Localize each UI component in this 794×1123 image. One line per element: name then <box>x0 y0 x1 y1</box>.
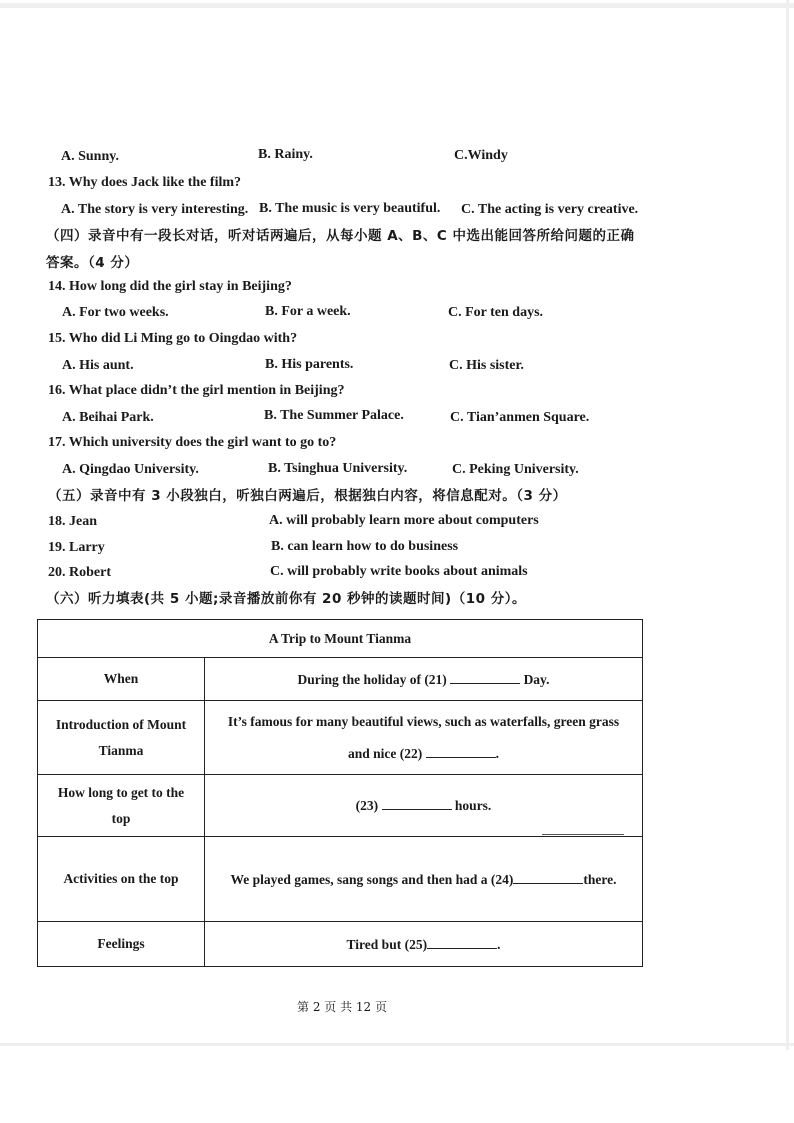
match-name-19: 19. Larry <box>48 540 105 555</box>
q13-option-b: B. The music is very beautiful. <box>259 201 441 216</box>
blank-21[interactable] <box>450 671 520 684</box>
row-content-feelings <box>205 922 643 967</box>
q17-option-b: B. Tsinghua University. <box>268 461 408 476</box>
blank-23[interactable] <box>382 797 452 810</box>
activities-text-post: there. <box>583 871 617 887</box>
row-label-feelings: Feelings <box>38 922 205 967</box>
q15-option-b: B. His parents. <box>265 357 354 372</box>
page-number-footer: 第 2 页 共 12 页 <box>297 1000 387 1014</box>
q17-question: 17. Which university does the girl want to go to? <box>48 435 337 450</box>
q14-question: 14. How long did the girl stay in Beijing? <box>48 279 292 294</box>
q13-option-a: A. The story is very interesting. <box>61 202 249 217</box>
section6-instruction: （六）听力填表(共 5 小题;录音播放前你有 20 秒钟的读题时间)（10 分）。 <box>46 591 526 607</box>
q15-option-c: C. His sister. <box>449 358 524 373</box>
q16-question: 16. What place didn’t the girl mention in Beijing? <box>48 383 345 398</box>
row-content-introduction <box>205 701 643 775</box>
section5-instruction: （五）录音中有 3 小段独白，听独白两遍后，根据独白内容，将信息配对。（3 分） <box>48 488 567 504</box>
intro-text-post: . <box>495 745 499 761</box>
scan-border-top <box>0 3 794 8</box>
intro-text-pre: and nice (22) <box>348 745 423 761</box>
row-content-when <box>205 658 643 701</box>
q12-option-a: A. Sunny. <box>61 149 119 164</box>
intro-label-line2: Tianma <box>98 742 144 758</box>
feelings-text-post: . <box>497 936 501 952</box>
q14-option-c: C. For ten days. <box>448 305 544 320</box>
intro-text-line1: It’s famous for many beautiful views, such as waterfalls, green grass <box>227 713 620 729</box>
q15-option-a: A. His aunt. <box>62 358 134 373</box>
q17-option-c: C. Peking University. <box>452 462 579 477</box>
match-option-b: B. can learn how to do business <box>271 539 459 554</box>
row-label-how-long <box>38 775 205 837</box>
section4-instruction-line2: 答案。（4 分） <box>46 255 139 271</box>
table-title: A Trip to Mount Tianma <box>38 620 643 658</box>
scan-border-right <box>786 0 789 1050</box>
match-name-20: 20. Robert <box>48 565 111 580</box>
match-option-c: C. will probably write books about animals <box>270 564 528 579</box>
q16-option-a: A. Beihai Park. <box>62 410 154 425</box>
q16-option-c: C. Tian’anmen Square. <box>450 410 590 425</box>
match-option-a: A. will probably learn more about computers <box>269 513 539 528</box>
intro-label-line1: Introduction of Mount <box>55 716 187 732</box>
section4-instruction-line1: （四）录音中有一段长对话，听对话两遍后，从每小题 A、B、C 中选出能回答所给问题的正确 <box>46 228 635 244</box>
q12-option-c: C.Windy <box>454 148 508 163</box>
blank-22[interactable] <box>426 745 496 758</box>
scan-border-bottom <box>0 1043 794 1046</box>
row-label-when: When <box>38 658 205 701</box>
when-text-post: Day. <box>523 671 550 687</box>
q13-question: 13. Why does Jack like the film? <box>48 175 242 190</box>
row-label-activities: Activities on the top <box>38 837 205 922</box>
how-text-post: hours. <box>454 798 492 813</box>
q14-option-a: A. For two weeks. <box>62 305 169 320</box>
q17-option-a: A. Qingdao University. <box>62 462 199 477</box>
feelings-text-pre: Tired but (25) <box>346 936 428 952</box>
q13-option-c: C. The acting is very creative. <box>461 202 639 217</box>
row-content-activities <box>205 837 643 922</box>
q12-option-b: B. Rainy. <box>258 147 313 162</box>
how-text-pre: (23) <box>355 798 379 813</box>
when-text-pre: During the holiday of (21) <box>297 671 447 687</box>
trip-fill-table <box>37 619 643 967</box>
q14-option-b: B. For a week. <box>265 304 351 319</box>
q16-option-b: B. The Summer Palace. <box>264 408 404 423</box>
blank-24[interactable] <box>513 871 583 884</box>
how-label-line2: top <box>111 810 131 826</box>
match-name-18: 18. Jean <box>48 514 97 529</box>
row-label-introduction <box>38 701 205 775</box>
q15-question: 15. Who did Li Ming go to Oingdao with? <box>48 331 298 346</box>
activities-text-pre: We played games, sang songs and then had a (24) <box>230 871 514 887</box>
scan-stray-line <box>542 834 624 835</box>
row-content-how-long <box>205 775 643 837</box>
blank-25[interactable] <box>427 936 497 949</box>
how-label-line1: How long to get to the <box>57 784 185 800</box>
